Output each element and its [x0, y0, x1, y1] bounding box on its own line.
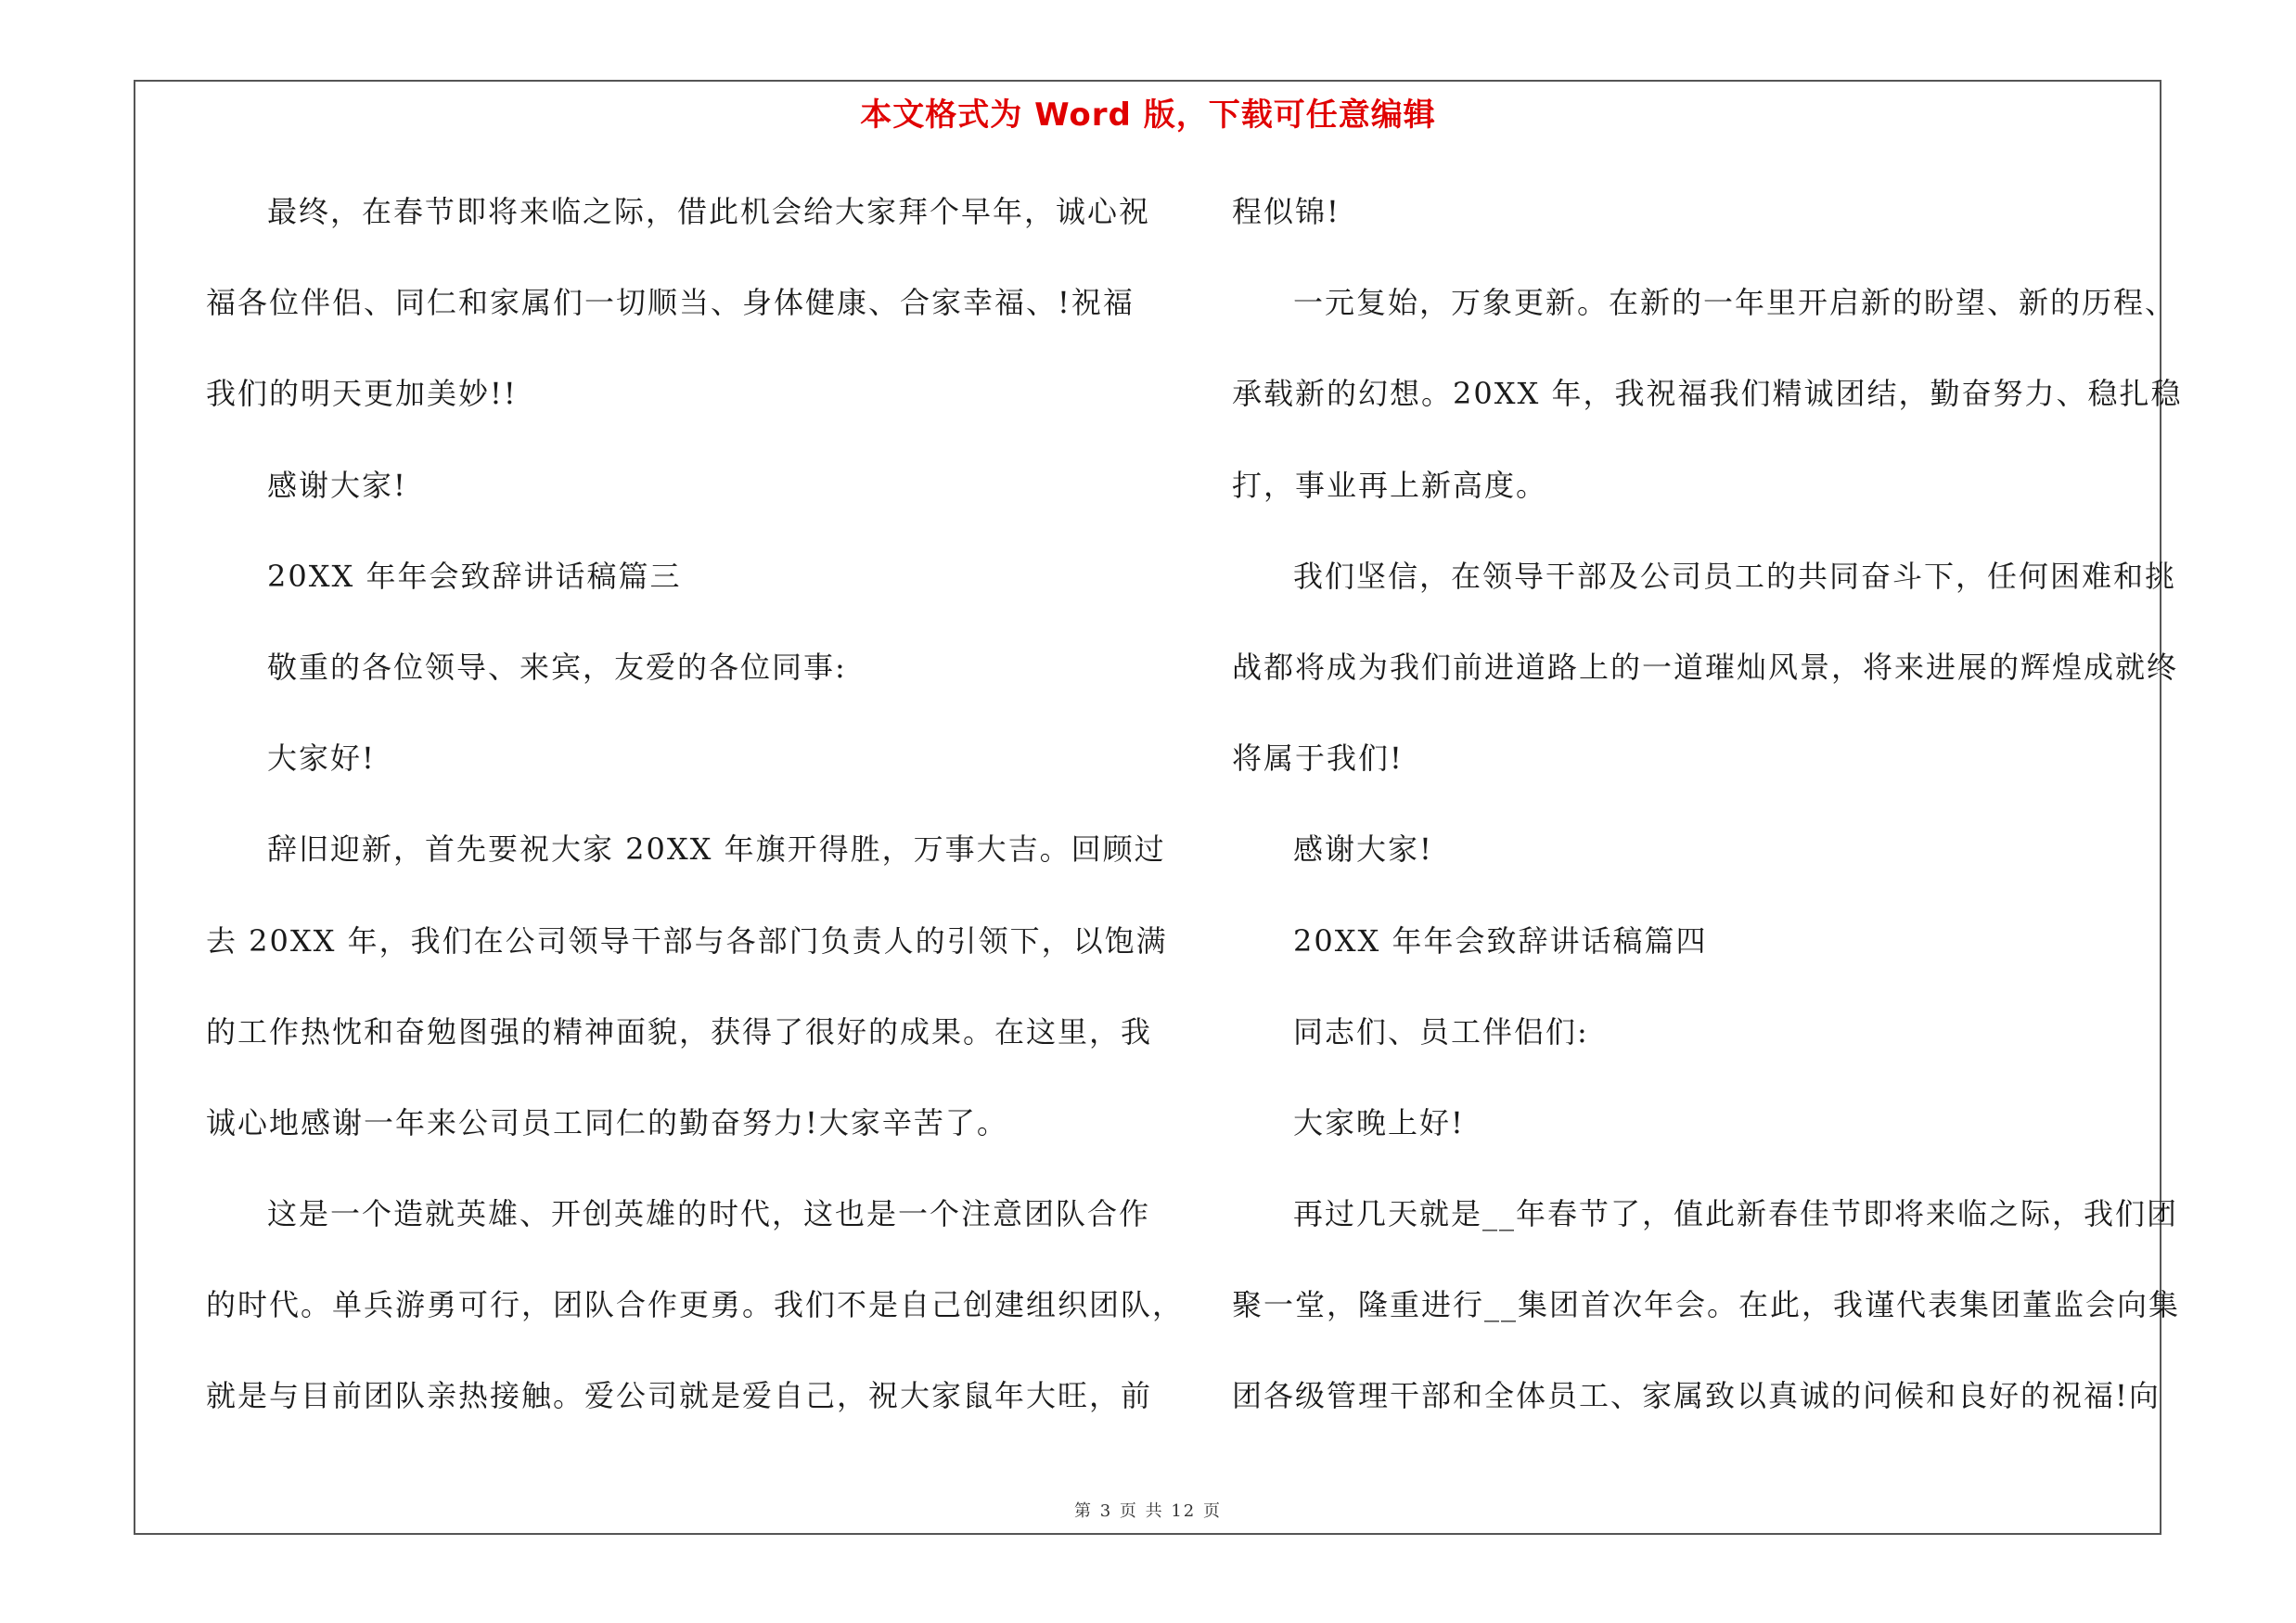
- text-line: 我们坚信，在领导干部及公司员工的共同奋斗下，任何困难和挑: [1293, 558, 2177, 594]
- text-line: 我们的明天更加美妙!!: [206, 376, 518, 412]
- text-line: 一元复始，万象更新。在新的一年里开启新的盼望、新的历程、: [1293, 285, 2177, 321]
- text-line: 同志们、员工伴侣们:: [1293, 1013, 1589, 1050]
- text-line: 程似锦!: [1232, 194, 1340, 229]
- text-line: 就是与目前团队亲热接触。爱公司就是爱自己，祝大家鼠年大旺，前: [206, 1378, 1153, 1414]
- text-line: 大家晚上好!: [1293, 1104, 1465, 1140]
- text-line: 20XX 年年会致辞讲话稿篇四: [1293, 922, 1708, 959]
- text-line: 将属于我们!: [1232, 741, 1404, 777]
- text-line: 感谢大家!: [267, 467, 407, 503]
- text-line: 的工作热忱和奋勉图强的精神面貌，获得了很好的成果。在这里，我: [206, 1013, 1153, 1050]
- text-line: 再过几天就是__年春节了，值此新春佳节即将来临之际，我们团: [1293, 1196, 2179, 1232]
- left-column: [206, 184, 1185, 1460]
- text-line: 感谢大家!: [1293, 831, 1433, 868]
- format-banner: 本文格式为 Word 版，下载可任意编辑: [860, 97, 1436, 134]
- text-line: 最终，在春节即将来临之际，借此机会给大家拜个早年，诚心祝: [267, 194, 1151, 229]
- text-line: 团各级管理干部和全体员工、家属致以真诚的问候和良好的祝福!向: [1232, 1378, 2161, 1414]
- text-line: 打，事业再上新高度。: [1232, 467, 1548, 503]
- text-line: 辞旧迎新，首先要祝大家 20XX 年旗开得胜，万事大吉。回顾过: [267, 831, 1166, 868]
- text-line: 敬重的各位领导、来宾，友爱的各位同事:: [267, 649, 847, 685]
- text-line: 大家好!: [267, 741, 376, 777]
- text-line: 聚一堂，隆重进行__集团首次年会。在此，我谨代表集团董监会向集: [1232, 1287, 2181, 1323]
- text-line: 战都将成为我们前进道路上的一道璀灿风景，将来进展的辉煌成就终: [1232, 649, 2179, 685]
- text-line: 去 20XX 年，我们在公司领导干部与各部门负责人的引领下，以饱满: [206, 922, 1168, 959]
- text-line: 的时代。单兵游勇可行，团队合作更勇。我们不是自己创建组织团队，: [206, 1287, 1185, 1323]
- page-number-footer: 第 3 页 共 12 页: [1074, 1501, 1222, 1521]
- text-line: 20XX 年年会致辞讲话稿篇三: [267, 558, 682, 594]
- text-line: 承载新的幻想。20XX 年，我祝福我们精诚团结，勤奋努力、稳扎稳: [1232, 376, 2183, 412]
- text-line: 福各位伴侣、同仁和家属们一切顺当、身体健康、合家幸福、!祝福: [206, 285, 1135, 321]
- text-line: 诚心地感谢一年来公司员工同仁的勤奋努力!大家辛苦了。: [206, 1104, 1008, 1140]
- text-line: 这是一个造就英雄、开创英雄的时代，这也是一个注意团队合作: [267, 1196, 1151, 1232]
- right-column: [1232, 184, 2183, 1460]
